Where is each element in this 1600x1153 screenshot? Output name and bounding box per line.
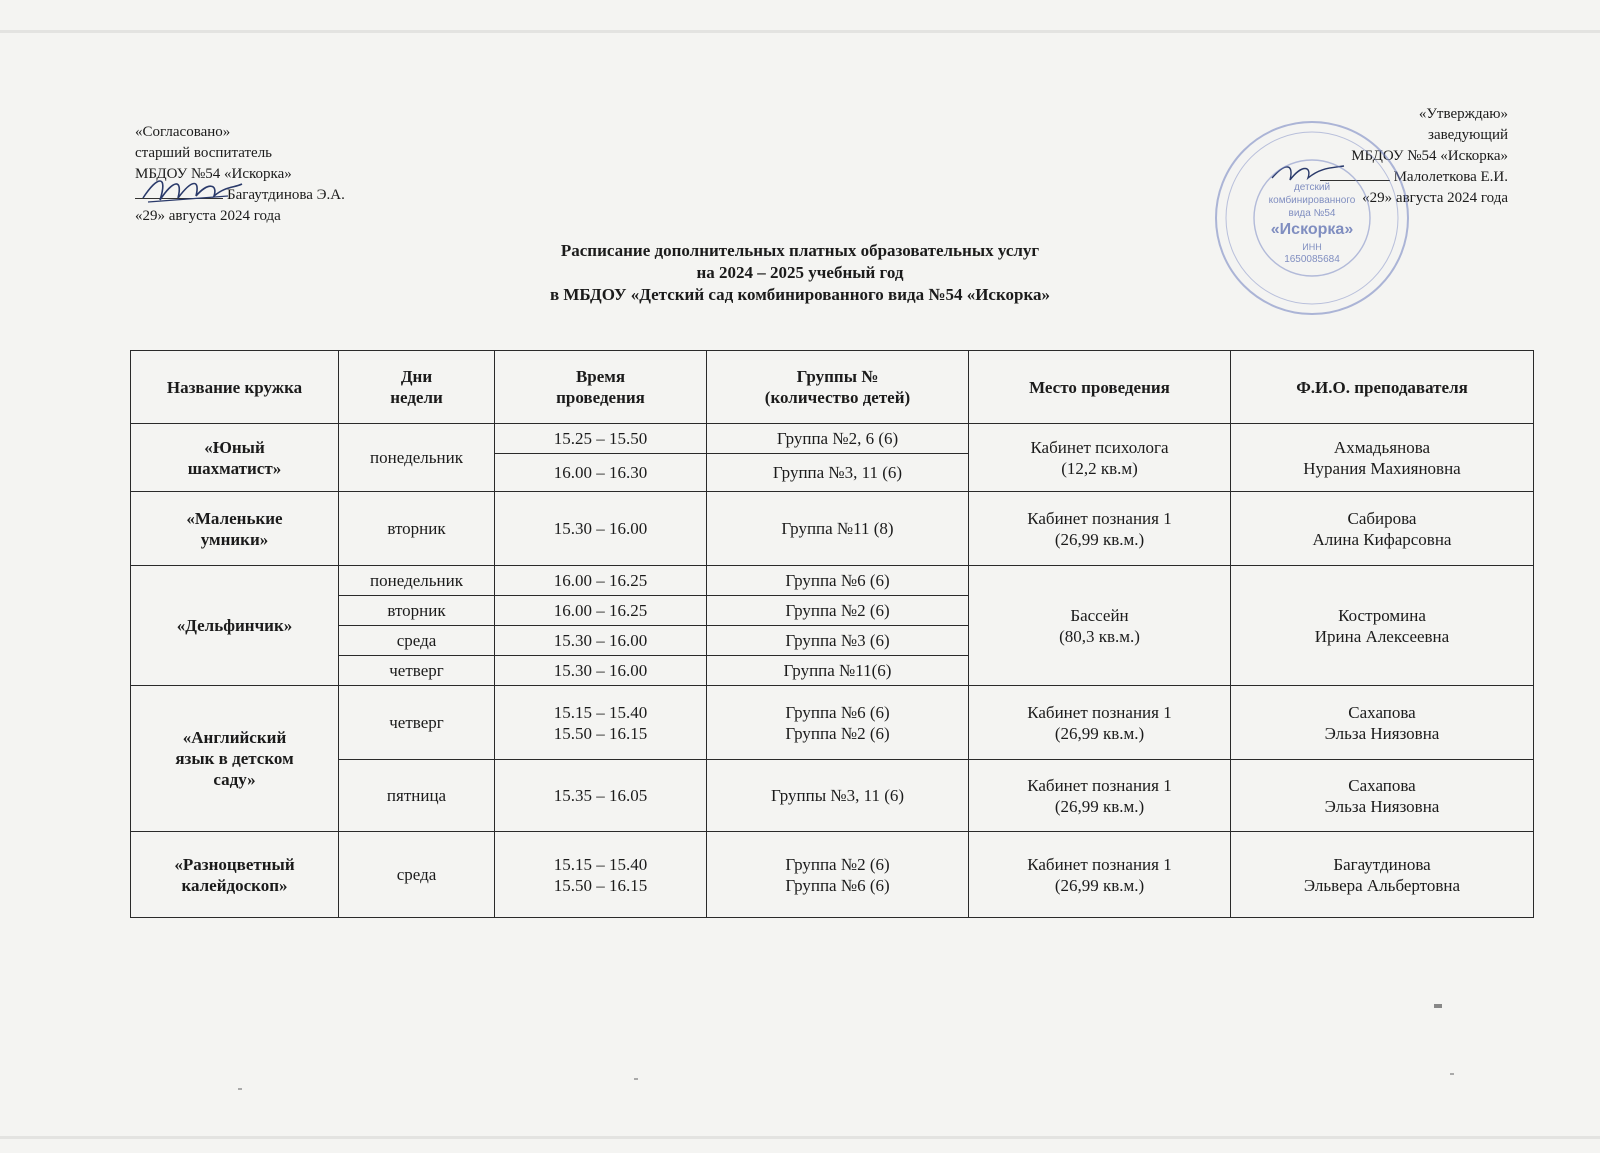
time-cell: 15.30 – 16.00 <box>495 626 707 656</box>
group-cell: Группы №3, 11 (6) <box>707 760 969 832</box>
place-cell: Кабинет познания 1 (26,99 кв.м.) <box>969 760 1231 832</box>
table-row <box>131 424 1534 454</box>
table-row <box>131 686 1534 760</box>
stamp-text-4: «Искорка» <box>1270 221 1354 238</box>
header-place: Место проведения <box>969 351 1231 424</box>
teacher-cell: Сахапова Эльза Ниязовна <box>1231 686 1534 760</box>
header-groups: Группы № (количество детей) <box>707 351 969 424</box>
day-cell: четверг <box>339 686 495 760</box>
approval-right-heading: «Утверждаю» <box>1418 106 1508 122</box>
title-line-1: Расписание дополнительных платных образовательных услуг <box>560 241 1040 260</box>
group-cell: Группа №11(6) <box>707 656 969 686</box>
place-cell: Кабинет познания 1 (26,99 кв.м.) <box>969 832 1231 918</box>
group-cell: Группа №2 (6) <box>707 596 969 626</box>
time-cell: 16.00 – 16.25 <box>495 566 707 596</box>
group-cell: Группа №3 (6) <box>707 626 969 656</box>
place-cell: Кабинет психолога (12,2 кв.м) <box>969 424 1231 492</box>
time-cell: 15.30 – 16.00 <box>495 492 707 566</box>
time-cell: 15.15 – 15.40 15.50 – 16.15 <box>495 686 707 760</box>
day-cell: вторник <box>339 492 495 566</box>
day-cell: понедельник <box>339 424 495 492</box>
schedule-table <box>130 350 1534 918</box>
stamp-text-3: вида №54 <box>1288 208 1336 219</box>
title-line-2: на 2024 – 2025 учебный год <box>696 263 904 282</box>
day-cell: вторник <box>339 596 495 626</box>
approval-right-name: Малолеткова Е.И. <box>1393 169 1508 185</box>
approval-left-heading: «Согласовано» <box>135 124 231 140</box>
header-time: Время проведения <box>495 351 707 424</box>
teacher-cell: Багаутдинова Эльвера Альбертовна <box>1231 832 1534 918</box>
group-cell: Группа №2 (6) Группа №6 (6) <box>707 832 969 918</box>
document-title <box>0 240 1600 306</box>
club-name-cell: «Маленькие умники» <box>131 492 339 566</box>
scan-edge-bottom <box>0 1136 1600 1139</box>
header-teacher: Ф.И.О. преподавателя <box>1231 351 1534 424</box>
teacher-cell: Ахмадьянова Нурания Махияновна <box>1231 424 1534 492</box>
header-days: Дни недели <box>339 351 495 424</box>
club-name-cell: «Дельфинчик» <box>131 566 339 686</box>
day-cell: среда <box>339 626 495 656</box>
time-cell: 16.00 – 16.25 <box>495 596 707 626</box>
day-cell: понедельник <box>339 566 495 596</box>
club-name-cell: «Юный шахматист» <box>131 424 339 492</box>
day-cell: четверг <box>339 656 495 686</box>
group-cell: Группа №2, 6 (6) <box>707 424 969 454</box>
time-cell: 15.15 – 15.40 15.50 – 16.15 <box>495 832 707 918</box>
teacher-cell: Сабирова Алина Кифарсовна <box>1231 492 1534 566</box>
approval-left-org: МБДОУ №54 «Искорка» <box>135 166 292 182</box>
day-cell: пятница <box>339 760 495 832</box>
time-cell: 15.35 – 16.05 <box>495 760 707 832</box>
signature-left <box>138 170 248 210</box>
stamp-text-1: детский <box>1293 182 1331 193</box>
stamp-text-5: ИНН <box>1302 242 1322 252</box>
place-cell: Кабинет познания 1 (26,99 кв.м.) <box>969 492 1231 566</box>
teacher-cell: Сахапова Эльза Ниязовна <box>1231 760 1534 832</box>
place-cell: Бассейн (80,3 кв.м.) <box>969 566 1231 686</box>
group-cell: Группа №6 (6) <box>707 566 969 596</box>
teacher-cell: Костромина Ирина Алексеевна <box>1231 566 1534 686</box>
header-name: Название кружка <box>131 351 339 424</box>
time-cell: 15.25 – 15.50 <box>495 424 707 454</box>
table-row <box>131 492 1534 566</box>
approval-right-org: МБДОУ №54 «Искорка» <box>1351 148 1508 164</box>
approval-left-date: «29» августа 2024 года <box>135 208 281 224</box>
club-name-cell: «Английский язык в детском саду» <box>131 686 339 832</box>
group-cell: Группа №6 (6) Группа №2 (6) <box>707 686 969 760</box>
approval-right-position: заведующий <box>1428 127 1508 143</box>
stamp-text-2: комбинированного <box>1268 195 1356 206</box>
time-cell: 15.30 – 16.00 <box>495 656 707 686</box>
approval-left-position: старший воспитатель <box>135 145 273 161</box>
approval-left-name: Багаутдинова Э.А. <box>227 187 345 203</box>
place-cell: Кабинет познания 1 (26,99 кв.м.) <box>969 686 1231 760</box>
table-row <box>131 760 1534 832</box>
time-cell: 16.00 – 16.30 <box>495 454 707 492</box>
approval-right-date: «29» августа 2024 года <box>1362 190 1508 206</box>
table-row <box>131 832 1534 918</box>
scan-edge-top <box>0 30 1600 33</box>
table-header-row <box>131 351 1534 424</box>
title-line-3: в МБДОУ «Детский сад комбинированного вида №54 «Искорка» <box>549 285 1051 304</box>
stamp-text-6: 1650085684 <box>1284 254 1340 265</box>
group-cell: Группа №11 (8) <box>707 492 969 566</box>
group-cell: Группа №3, 11 (6) <box>707 454 969 492</box>
day-cell: среда <box>339 832 495 918</box>
table-row <box>131 566 1534 596</box>
club-name-cell: «Разноцветный калейдоскоп» <box>131 832 339 918</box>
